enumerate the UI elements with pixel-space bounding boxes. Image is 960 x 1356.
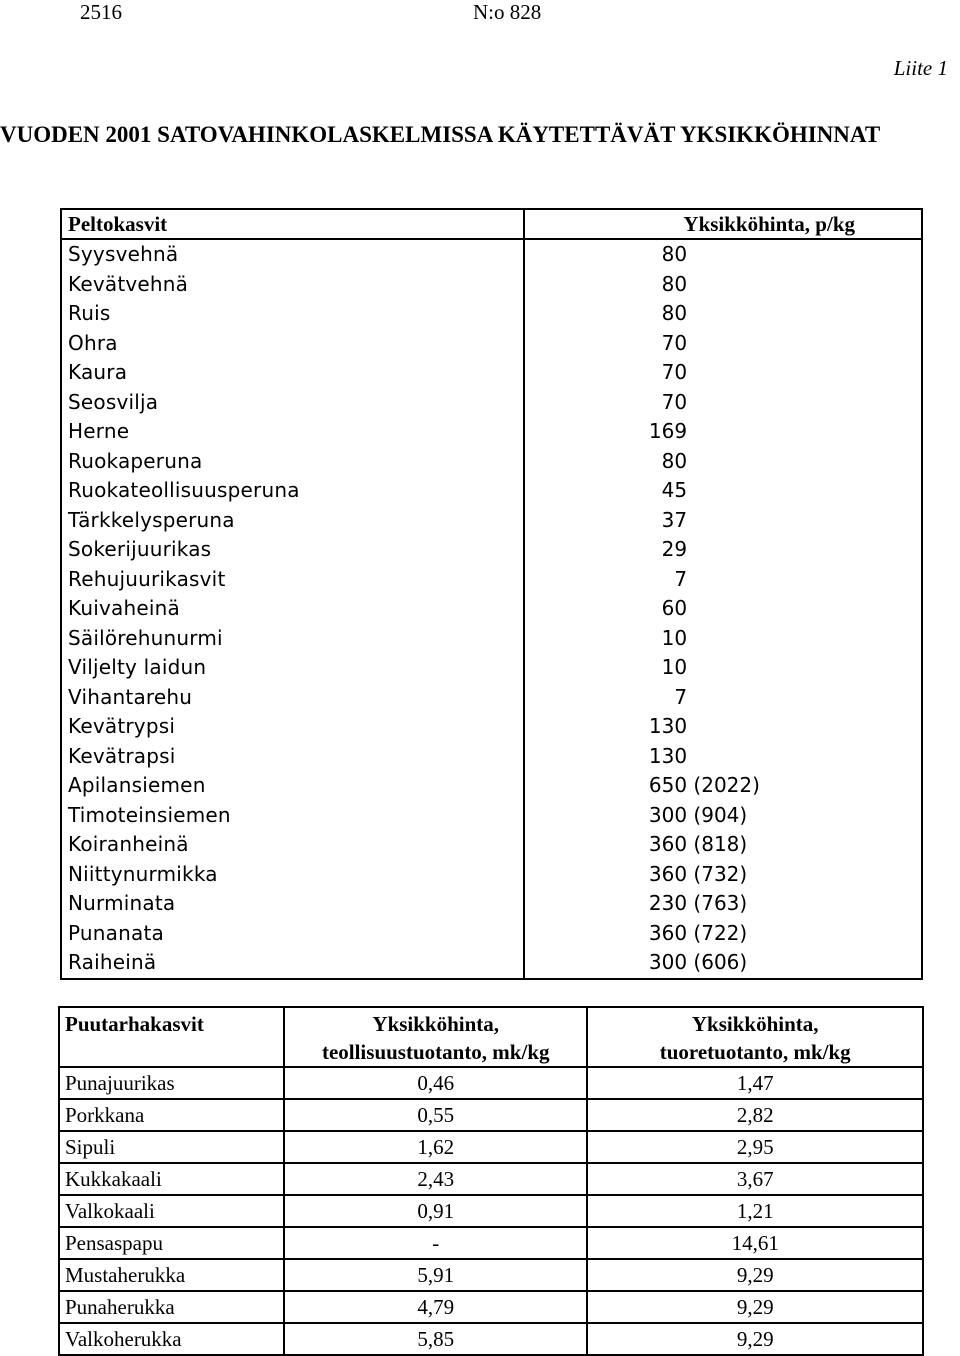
crop-price-cell (524, 594, 922, 624)
table-row (61, 417, 922, 447)
industrial-price-cell: 0,55 (284, 1099, 587, 1131)
table-row (61, 948, 922, 979)
column-header-price: Yksikköhinta, p/kg (524, 209, 922, 239)
industrial-price-cell: 0,46 (284, 1067, 587, 1099)
crop-price-value: 80 (661, 448, 688, 473)
table-row (61, 683, 922, 713)
crop-name-cell: Niittynurmikka (61, 860, 524, 890)
crop-name-cell: Ohra (61, 329, 524, 359)
table-row (61, 299, 922, 329)
crop-price-value: 130 (648, 714, 688, 739)
crop-name-cell: Raiheinä (61, 948, 524, 979)
crop-price-value: 650 (2022) (648, 773, 760, 798)
garden-crop-name-cell: Valkoherukka (59, 1323, 284, 1355)
fresh-price-cell: 2,95 (587, 1131, 923, 1163)
industrial-price-cell: 2,43 (284, 1163, 587, 1195)
table-row (61, 624, 922, 654)
crop-price-cell (524, 239, 922, 270)
table-row (61, 565, 922, 595)
table-header-row (61, 209, 922, 239)
table-row (61, 329, 922, 359)
fresh-header-line1: Yksikköhinta, (691, 1012, 819, 1036)
crop-name-cell: Ruokaperuna (61, 447, 524, 477)
table-row (59, 1291, 923, 1323)
industrial-price-cell: - (284, 1227, 587, 1259)
crop-price-cell (524, 801, 922, 831)
table-row (61, 535, 922, 565)
crop-name-cell: Seosvilja (61, 388, 524, 418)
crop-price-cell (524, 535, 922, 565)
table-row (59, 1099, 923, 1131)
garden-crop-name-cell: Sipuli (59, 1131, 284, 1163)
table-row (61, 358, 922, 388)
garden-crops-body (59, 1067, 923, 1355)
crop-price-cell (524, 830, 922, 860)
fresh-price-cell: 14,61 (587, 1227, 923, 1259)
crop-price-cell (524, 919, 922, 949)
table-row (61, 594, 922, 624)
industrial-price-cell: 1,62 (284, 1131, 587, 1163)
crop-name-cell: Ruokateollisuusperuna (61, 476, 524, 506)
crop-name-cell: Herne (61, 417, 524, 447)
crop-name-cell: Säilörehunurmi (61, 624, 524, 654)
table-row (61, 712, 922, 742)
crop-price-value: 45 (661, 478, 688, 503)
garden-crop-name-cell: Valkokaali (59, 1195, 284, 1227)
crop-name-cell: Kevätrypsi (61, 712, 524, 742)
table-row (61, 476, 922, 506)
crop-name-cell: Kevätvehnä (61, 270, 524, 300)
crop-price-cell (524, 653, 922, 683)
crop-price-cell (524, 565, 922, 595)
table-row (61, 860, 922, 890)
crop-price-cell (524, 270, 922, 300)
table-row (59, 1067, 923, 1099)
table-row (59, 1323, 923, 1355)
industrial-price-cell: 5,85 (284, 1323, 587, 1355)
crop-price-cell (524, 742, 922, 772)
table-row (61, 830, 922, 860)
fresh-price-cell: 9,29 (587, 1259, 923, 1291)
crop-name-cell: Koiranheinä (61, 830, 524, 860)
crop-price-value: 80 (661, 271, 688, 296)
crop-price-value: 10 (661, 625, 688, 650)
table-row (59, 1259, 923, 1291)
table-row (59, 1131, 923, 1163)
crop-price-cell (524, 388, 922, 418)
crop-name-cell: Syysvehnä (61, 239, 524, 270)
crop-price-cell (524, 299, 922, 329)
crop-name-cell: Sokerijuurikas (61, 535, 524, 565)
industrial-header-line2: teollisuustuotanto, mk/kg (321, 1040, 550, 1064)
table-row (59, 1163, 923, 1195)
crop-price-cell (524, 506, 922, 536)
crop-price-value: 360 (722) (648, 920, 748, 945)
crop-name-cell: Vihantarehu (61, 683, 524, 713)
crop-name-cell: Kuivaheinä (61, 594, 524, 624)
crop-price-value: 360 (732) (648, 861, 748, 886)
fresh-price-cell: 1,21 (587, 1195, 923, 1227)
crop-name-cell: Timoteinsiemen (61, 801, 524, 831)
crop-price-cell (524, 447, 922, 477)
garden-crop-name-cell: Punajuurikas (59, 1067, 284, 1099)
fresh-price-cell: 9,29 (587, 1291, 923, 1323)
issue-number: N:o 828 (473, 0, 542, 24)
crop-price-value: 80 (661, 242, 688, 267)
crop-price-cell (524, 476, 922, 506)
garden-crop-name-cell: Kukkakaali (59, 1163, 284, 1195)
crop-price-value: 70 (661, 330, 688, 355)
garden-crop-name-cell: Mustaherukka (59, 1259, 284, 1291)
crop-price-cell (524, 948, 922, 979)
table-row (61, 771, 922, 801)
crop-price-value: 70 (661, 389, 688, 414)
field-crops-body (61, 239, 922, 979)
crop-price-value: 29 (661, 537, 688, 562)
fresh-header-line2: tuoretuotanto, mk/kg (659, 1040, 851, 1064)
crop-name-cell: Kaura (61, 358, 524, 388)
crop-price-cell (524, 712, 922, 742)
crop-price-cell (524, 417, 922, 447)
crop-price-value: 300 (904) (648, 802, 748, 827)
fresh-price-cell: 2,82 (587, 1099, 923, 1131)
garden-crops-table (58, 1006, 924, 1356)
crop-name-cell: Apilansiemen (61, 771, 524, 801)
crop-price-value: 300 (606) (648, 950, 748, 975)
table-header-row (59, 1007, 923, 1067)
crop-price-value: 37 (661, 507, 688, 532)
table-row (61, 742, 922, 772)
crop-price-value: 70 (661, 360, 688, 385)
crop-price-value: 80 (661, 301, 688, 326)
crop-price-cell (524, 624, 922, 654)
table-row (61, 388, 922, 418)
crop-price-value: 7 (674, 684, 688, 709)
industrial-price-cell: 4,79 (284, 1291, 587, 1323)
crop-price-value: 10 (661, 655, 688, 680)
crop-name-cell: Rehujuurikasvit (61, 565, 524, 595)
table-row (59, 1195, 923, 1227)
table-row (61, 801, 922, 831)
crop-name-cell: Tärkkelysperuna (61, 506, 524, 536)
crop-name-cell: Viljelty laidun (61, 653, 524, 683)
fresh-price-cell: 3,67 (587, 1163, 923, 1195)
industrial-price-cell: 0,91 (284, 1195, 587, 1227)
crop-price-cell (524, 771, 922, 801)
column-header-fresh-price (587, 1007, 923, 1067)
table-row (61, 919, 922, 949)
crop-name-cell: Kevätrapsi (61, 742, 524, 772)
crop-name-cell: Ruis (61, 299, 524, 329)
page-number: 2516 (80, 0, 122, 24)
document-title: VUODEN 2001 SATOVAHINKOLASKELMISSA KÄYTETTÄVÄT YKSIKKÖHINNAT (0, 122, 881, 147)
crop-price-value: 169 (648, 419, 688, 444)
table-row (61, 270, 922, 300)
fresh-price-cell: 1,47 (587, 1067, 923, 1099)
crop-price-cell (524, 860, 922, 890)
fresh-price-cell: 9,29 (587, 1323, 923, 1355)
table-row (61, 506, 922, 536)
industrial-header-line1: Yksikköhinta, (372, 1012, 500, 1036)
table-row (61, 889, 922, 919)
table-row (61, 447, 922, 477)
crop-name-cell: Nurminata (61, 889, 524, 919)
column-header-crop: Peltokasvit (61, 209, 524, 239)
crop-price-value: 7 (674, 566, 688, 591)
crop-price-cell (524, 889, 922, 919)
crop-price-value: 360 (818) (648, 832, 748, 857)
crop-price-value: 230 (763) (648, 891, 748, 916)
crop-price-value: 130 (648, 743, 688, 768)
column-header-garden-crop: Puutarhakasvit (59, 1007, 284, 1067)
garden-crop-name-cell: Punaherukka (59, 1291, 284, 1323)
garden-crop-name-cell: Porkkana (59, 1099, 284, 1131)
crop-price-value: 60 (661, 596, 688, 621)
appendix-label: Liite 1 (893, 56, 948, 80)
table-row (61, 239, 922, 270)
crop-price-cell (524, 358, 922, 388)
garden-crop-name-cell: Pensaspapu (59, 1227, 284, 1259)
crop-price-cell (524, 329, 922, 359)
crop-price-cell (524, 683, 922, 713)
table-row (61, 653, 922, 683)
industrial-price-cell: 5,91 (284, 1259, 587, 1291)
field-crops-table (60, 208, 923, 980)
crop-name-cell: Punanata (61, 919, 524, 949)
column-header-industrial-price (284, 1007, 587, 1067)
table-row (59, 1227, 923, 1259)
